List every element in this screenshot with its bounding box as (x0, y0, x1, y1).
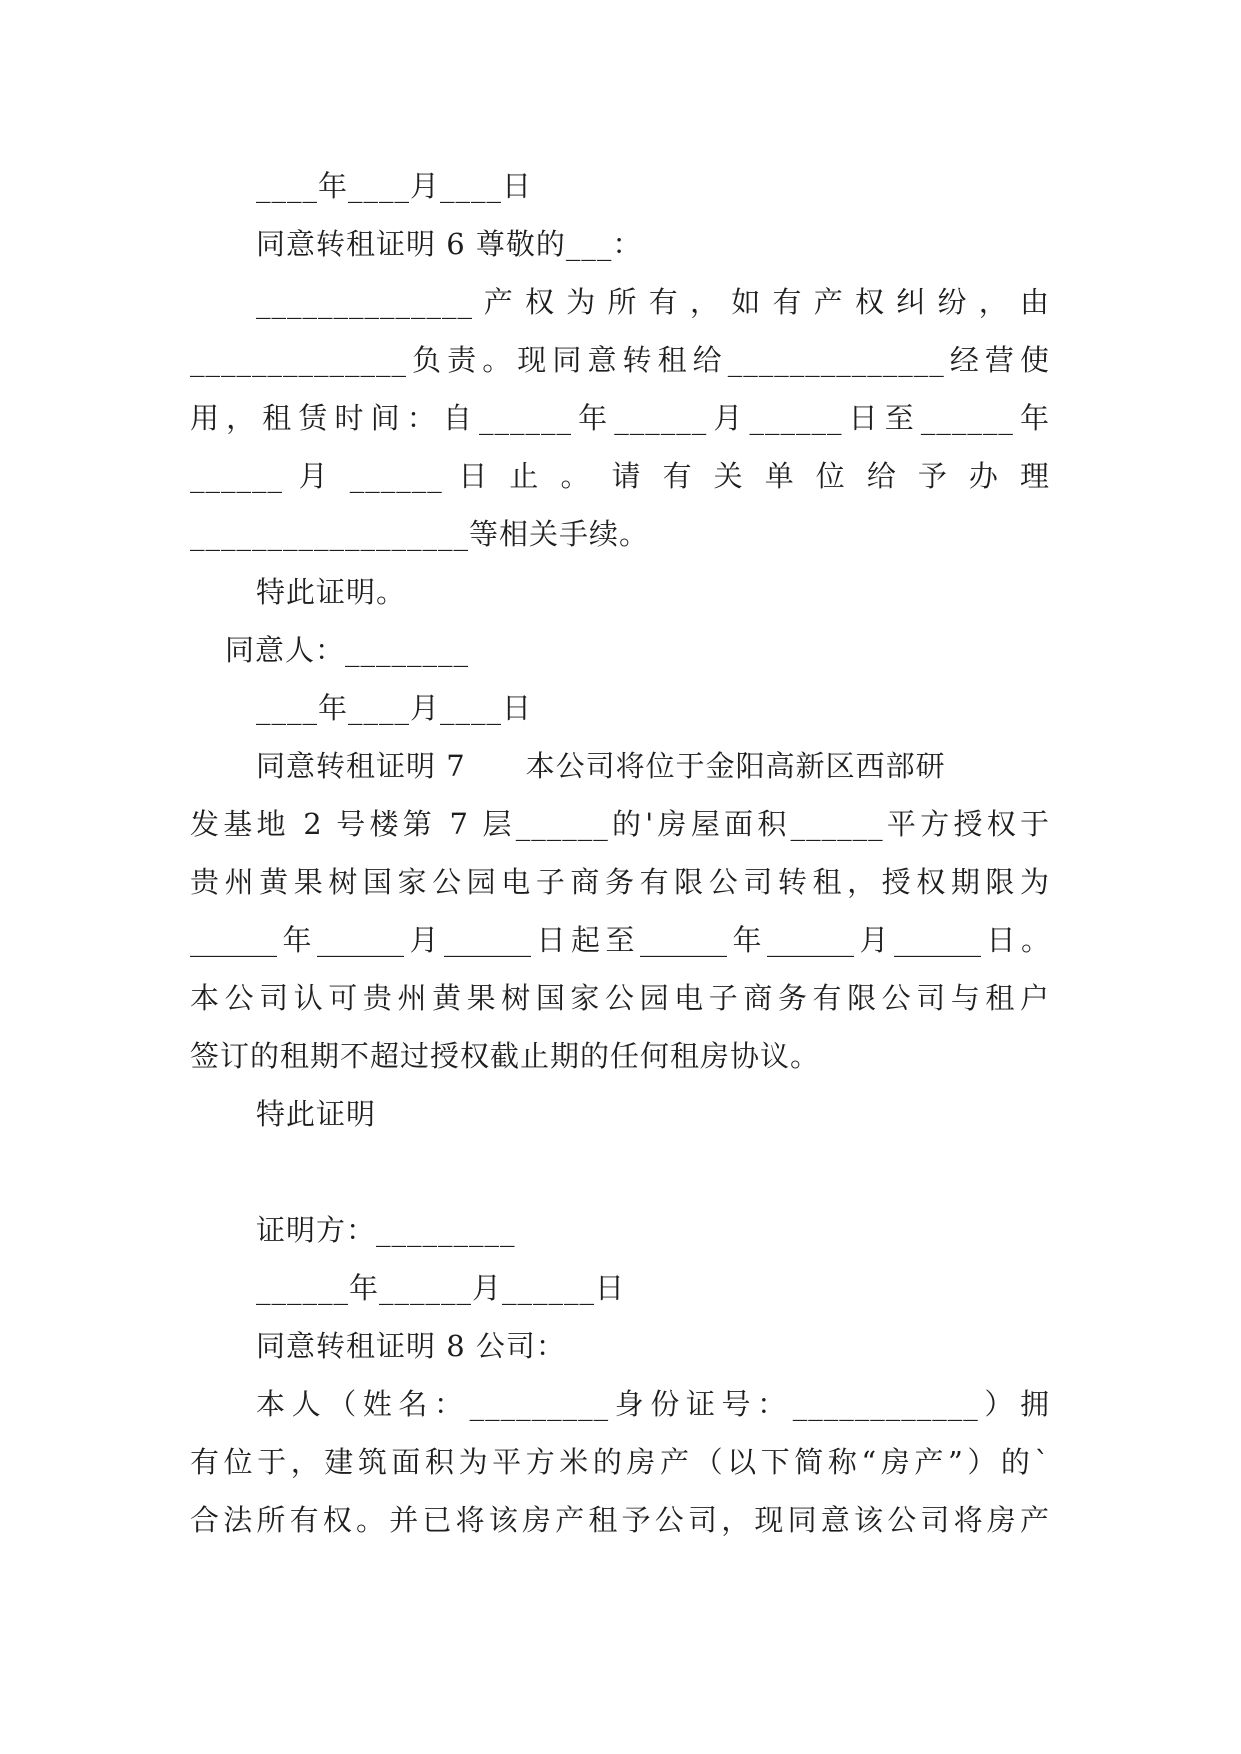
date-line-3: ______年______月______日 (256, 1271, 626, 1305)
paragraph-line: 贵州黄果树国家公园电子商务有限公司转租，授权期限为 (190, 865, 1050, 899)
certifier-line: 证明方：_________ (256, 1213, 516, 1247)
paragraph-line: __________________等相关手续。 (190, 517, 650, 551)
heading-cert-8: 同意转租证明 8 公司： (256, 1329, 566, 1363)
paragraph-line: 用，租赁时间：自______年______月______日至______年 (190, 401, 1050, 435)
consenter-line: 同意人：________ (225, 633, 470, 667)
closing-text: 特此证明 (256, 1097, 377, 1131)
heading-cert-7: 同意转租证明 7 本公司将位于金阳高新区西部研 (256, 749, 946, 783)
paragraph-line: 有位于，建筑面积为平方米的房产（以下简称“房产”）的` (190, 1445, 1050, 1479)
date-line-1: ____年____月____日 (256, 169, 533, 203)
paragraph-line: 发基地 2 号楼第 7 层______的'房屋面积______平方授权于 (190, 807, 1050, 841)
paragraph-line: ______年______月______日起至______年______月______日。 (190, 923, 1050, 957)
paragraph-line: 合法所有权。并已将该房产租予公司，现同意该公司将房产 (190, 1503, 1050, 1537)
paragraph-line: 本人（姓名：_________身份证号：____________）拥 (256, 1387, 1050, 1421)
heading-cert-6: 同意转租证明 6 尊敬的___： (256, 227, 643, 261)
paragraph-line: ______________负责。现同意转租给______________经营使 (190, 343, 1050, 377)
paragraph-line: ______ 月 ______ 日 止 。 请 有 关 单 位 给 予 办 理 (190, 459, 1050, 493)
paragraph-line: ______________ 产 权 为 所 有 ， 如 有 产 权 纠 纷 ， 由 (256, 285, 1050, 319)
date-line-2: ____年____月____日 (256, 691, 533, 725)
paragraph-line: 签订的租期不超过授权截止期的任何租房协议。 (190, 1039, 821, 1073)
closing-text: 特此证明。 (256, 575, 407, 609)
paragraph-line: 本公司认可贵州黄果树国家公园电子商务有限公司与租户 (190, 981, 1050, 1015)
